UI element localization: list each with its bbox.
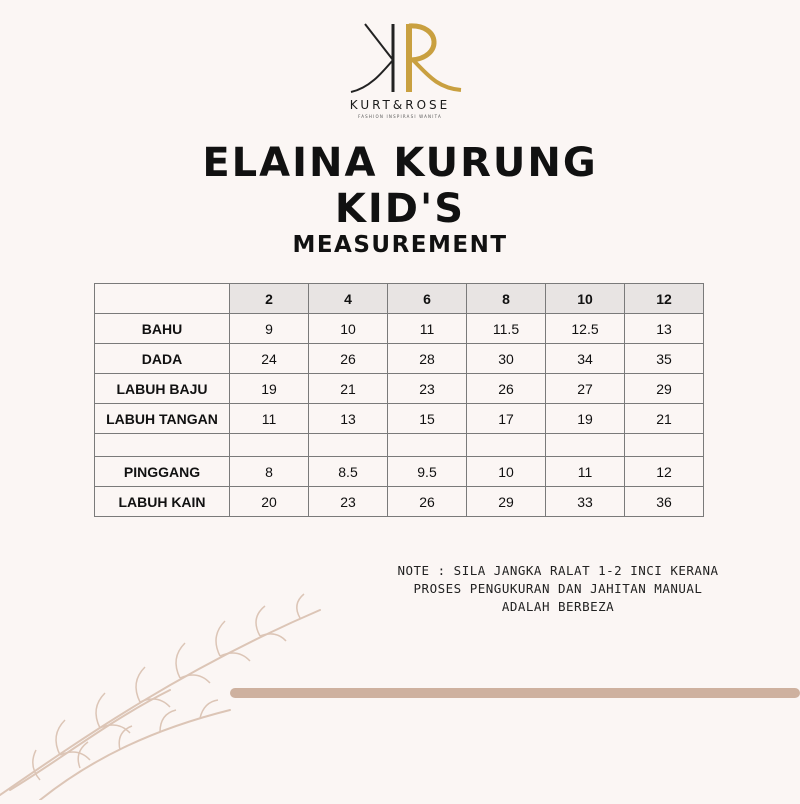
table-cell: 11	[230, 404, 309, 434]
table-cell: 11	[546, 457, 625, 487]
table-cell	[388, 434, 467, 457]
table-cell: 19	[230, 374, 309, 404]
table-cell: 15	[388, 404, 467, 434]
table-row	[95, 404, 704, 434]
table-cell: 20	[230, 487, 309, 517]
brand-name: KURT&ROSE	[349, 98, 451, 112]
table-cell	[625, 434, 704, 457]
row-label: LABUH BAJU	[95, 374, 230, 404]
table-corner-cell	[95, 284, 230, 314]
table-cell: 26	[467, 374, 546, 404]
table-cell	[230, 434, 309, 457]
row-label: LABUH KAIN	[95, 487, 230, 517]
row-label: DADA	[95, 344, 230, 374]
table-cell: 24	[230, 344, 309, 374]
table-cell: 9.5	[388, 457, 467, 487]
table-row	[95, 314, 704, 344]
table-spacer-row	[95, 434, 704, 457]
table-row	[95, 487, 704, 517]
note-line: NOTE : SILA JANGKA RALAT 1-2 INCI KERANA	[397, 563, 719, 578]
measurement-note	[368, 562, 748, 616]
note-line: PROSES PENGUKURAN DAN JAHITAN MANUAL	[413, 581, 703, 596]
table-cell: 21	[309, 374, 388, 404]
size-chart-table	[94, 283, 704, 517]
table-cell: 26	[388, 487, 467, 517]
table-cell: 26	[309, 344, 388, 374]
table-cell: 10	[309, 314, 388, 344]
row-label	[95, 434, 230, 457]
table-cell: 10	[467, 457, 546, 487]
accent-bar	[230, 688, 800, 698]
table-cell: 12	[625, 457, 704, 487]
size-column-header: 10	[546, 284, 625, 314]
table-cell: 35	[625, 344, 704, 374]
table-cell: 11.5	[467, 314, 546, 344]
table-cell: 23	[309, 487, 388, 517]
size-column-header: 8	[467, 284, 546, 314]
table-cell: 34	[546, 344, 625, 374]
table-cell: 17	[467, 404, 546, 434]
table-cell: 23	[388, 374, 467, 404]
table-header-row	[95, 284, 704, 314]
table-cell: 13	[625, 314, 704, 344]
table-cell	[309, 434, 388, 457]
note-line: ADALAH BERBEZA	[501, 599, 615, 614]
brand-tagline: FASHION INSPIRASI WANITA	[358, 114, 442, 119]
table-cell: 13	[309, 404, 388, 434]
table-cell: 29	[625, 374, 704, 404]
table-cell: 29	[467, 487, 546, 517]
table-cell: 30	[467, 344, 546, 374]
table-row	[95, 344, 704, 374]
table-cell: 28	[388, 344, 467, 374]
table-cell: 27	[546, 374, 625, 404]
table-cell: 8	[230, 457, 309, 487]
table-cell: 11	[388, 314, 467, 344]
table-cell	[467, 434, 546, 457]
size-column-header: 4	[309, 284, 388, 314]
size-column-header: 2	[230, 284, 309, 314]
product-subtitle: KID'S	[334, 186, 466, 232]
table-cell: 36	[625, 487, 704, 517]
measurement-heading: MEASUREMENT	[292, 232, 508, 258]
table-cell: 9	[230, 314, 309, 344]
row-label: PINGGANG	[95, 457, 230, 487]
product-title: ELAINA KURUNG	[202, 140, 598, 186]
size-column-header: 6	[388, 284, 467, 314]
row-label: LABUH TANGAN	[95, 404, 230, 434]
table-cell	[546, 434, 625, 457]
row-label: BAHU	[95, 314, 230, 344]
size-column-header: 12	[625, 284, 704, 314]
table-cell: 33	[546, 487, 625, 517]
table-cell: 19	[546, 404, 625, 434]
table-cell: 12.5	[546, 314, 625, 344]
table-cell: 21	[625, 404, 704, 434]
table-row	[95, 374, 704, 404]
table-cell: 8.5	[309, 457, 388, 487]
table-row	[95, 457, 704, 487]
